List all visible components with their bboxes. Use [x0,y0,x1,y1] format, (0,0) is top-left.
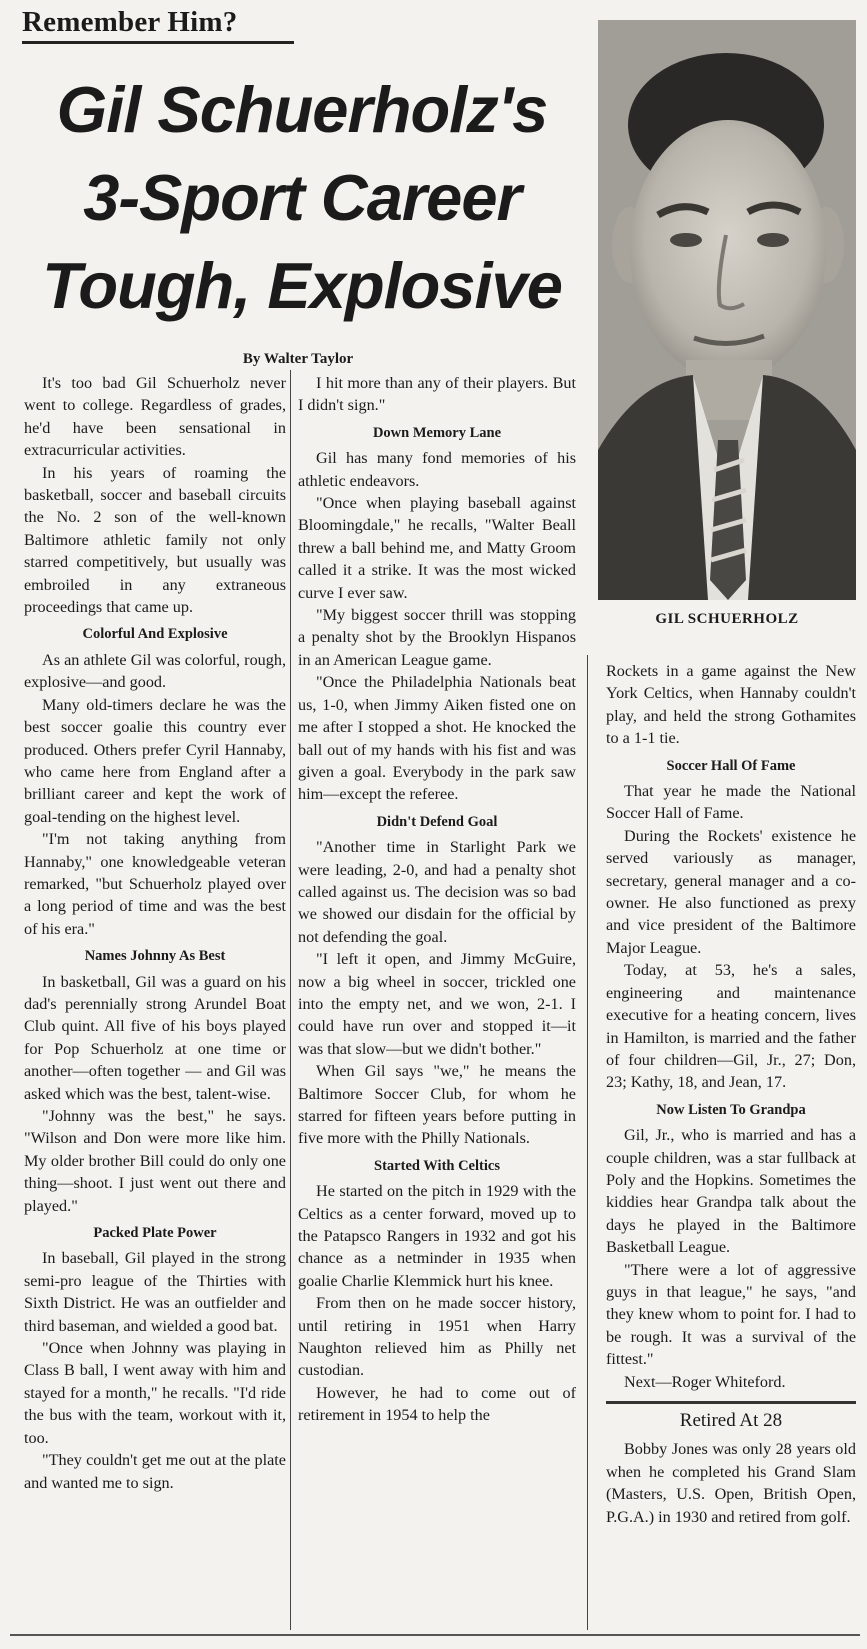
subheading: Didn't Defend Goal [376,813,498,830]
article-paragraph: From then on he made soccer history, until retiring in 1951 when Harry Naughton relieved him as Philly net custodian. [298,1294,576,1380]
article-column-1 [24,372,286,1494]
subheading: Names Johnny As Best [84,948,226,965]
article-paragraph: Gil, Jr., who is married and has a couple children, was a star fullback at Poly and the Hopkins. Sometimes the kiddies hear Grandpa talk about the days he played in the Baltimore Basketball League. [606,1126,856,1257]
article-paragraph: "I left it open, and Jimmy McGuire, now a big wheel in soccer, trickled one into the empty net, and we won, 2-1. I could have run over and stopped it—it was that slow—but we didn't bother." [298,950,576,1058]
article-column-2 [298,372,576,1427]
article-paragraph: Rockets in a game against the New York Celtics, when Hannaby couldn't play, and held the strong Gothamites to a 1-1 tie. [606,662,856,748]
headline-line-1: Gil Schuerholz's [56,73,548,146]
article-paragraph: "Johnny was the best," he says. "Wilson and Don were more like him. My older brother Bill could do only one thing—shoot. I just went out there and played." [24,1107,286,1215]
article-paragraph: "There were a lot of aggressive guys in that league," he says, "and they knew whom to point for. I had to be rough. It was a survival of the fittest." [606,1260,856,1369]
article-paragraph: However, he had to come out of retirement in 1954 to help the [298,1383,576,1425]
subheading: Soccer Hall Of Fame [666,757,796,774]
article-paragraph: "Once the Philadelphia Nationals beat us, 1-0, when Jimmy Aiken fisted one on me after I stopped a shot. He knocked the ball out of my hands with his fist and was given a goal. Everybody in the park saw him—except the referee. [298,673,576,804]
box-rule [606,1401,856,1404]
article-paragraph: In baseball, Gil played in the strong semi-pro league of the Thirties with Sixth District. He was an outfielder and third baseman, and wielded a good bat. [24,1249,286,1335]
subheading: Down Memory Lane [372,424,502,441]
kicker-heading: Remember Him? [22,6,294,44]
article-paragraph: In basketball, Gil was a guard on his dad's perennially strong Arundel Boat Club quint. All five of his boys played for Pop Schuerholz at one time or another—often together — and Gil was asked which was the best, talent-wise. [24,972,286,1103]
article-paragraph: "They couldn't get me out at the plate and wanted me to sign. [24,1451,286,1492]
article-paragraph: When Gil says "we," he means the Baltimore Soccer Club, for whom he starred for fifteen years before putting in five more with the Philly Nationals. [298,1062,576,1148]
article-paragraph: "My biggest soccer thrill was stopping a penalty shot by the Brooklyn Hispanos in an American League game. [298,606,576,669]
article-paragraph: Today, at 53, he's a sales, engineering and maintenance executive for a heating concern, lives in Hamilton, is married and the father of four children—Gil, Jr., 27; Don, 23; Kathy, 18, and Jean, 17. [606,961,856,1092]
headline-line-2: 3-Sport Career [83,161,521,234]
headline-line-3: Tough, Explosive [42,249,562,322]
subheading: Now Listen To Grandpa [656,1101,806,1118]
byline: By Walter Taylor [242,351,354,367]
subheading: Packed Plate Power [93,1225,217,1242]
article-paragraph: "Another time in Starlight Park we were leading, 2-0, and had a penalty shot called against us. The decision was so bad we showed our disdain for the official by not defending the goal. [298,838,576,946]
article-paragraph: Next—Roger Whiteford. [624,1372,786,1391]
headline [22,66,582,330]
article-paragraph: Bobby Jones was only 28 years old when he completed his Grand Slam (Masters, U.S. Open, British Open, P.G.A.) in 1930 and retired from golf. [606,1440,856,1526]
sidebar-box-heading: Retired At 28 [679,1410,783,1431]
article-paragraph: "Once when Johnny was playing in Class B ball, I went away with him and stayed for a month," he recalls. "I'd ride the bus with the team, workout with it, too. [24,1339,286,1447]
portrait-photo [598,20,856,600]
article-paragraph: Gil has many fond memories of his athletic endeavors. [298,449,576,490]
article-paragraph: I hit more than any of their players. But I didn't sign." [298,374,576,415]
article-paragraph: It's too bad Gil Schuerholz never went to college. Regardless of grades, he'd have been sensational in extracurricular activities. [24,374,286,460]
bottom-rule [10,1634,860,1636]
article-paragraph: He started on the pitch in 1929 with the Celtics as a center forward, moved up to the Patapsco Rangers in 1932 and got his chance as a netminder in 1935 when goalie Charlie Klemmick hurt his knee. [298,1182,576,1290]
portrait-icon [598,20,856,600]
article-paragraph: As an athlete Gil was colorful, rough, explosive—and good. [24,650,286,692]
subheading: Colorful And Explosive [82,626,228,643]
article-paragraph: During the Rockets' existence he served variously as manager, secretary, general manager and a co-owner. He also functioned as prexy and vice president of the Baltimore Major League. [606,826,856,957]
article-paragraph: Many old-timers declare he was the best soccer goalie this country ever produced. Others prefer Cyril Hannaby, who came here from England after a brilliant career and kept the work of goal-tending on the highest level. [24,695,286,826]
article-paragraph: That year he made the National Soccer Hall of Fame. [606,782,856,823]
article-paragraph: "Once when playing baseball against Bloomingdale," he recalls, "Walter Beall threw a ball behind me, and Matty Groom called it a strike. It was the most wicked curve I ever saw. [298,494,576,602]
article-paragraph: In his years of roaming the basketball, soccer and baseball circuits the No. 2 son of the well-known Baltimore athletic family not only starred competitively, but usually was embroiled in any extraneous proceedings that came up. [24,463,286,617]
article-paragraph: "I'm not taking anything from Hannaby," one knowledgeable veteran remarked, "but Schuerholz played over a long period of time and was the best of his era." [24,830,286,938]
article-column-3 [606,660,856,1528]
column-rule [587,655,588,1630]
subheading: Started With Celtics [374,1157,500,1174]
column-rule [290,370,291,1630]
photo-caption: GIL SCHUERHOLZ [655,611,799,627]
